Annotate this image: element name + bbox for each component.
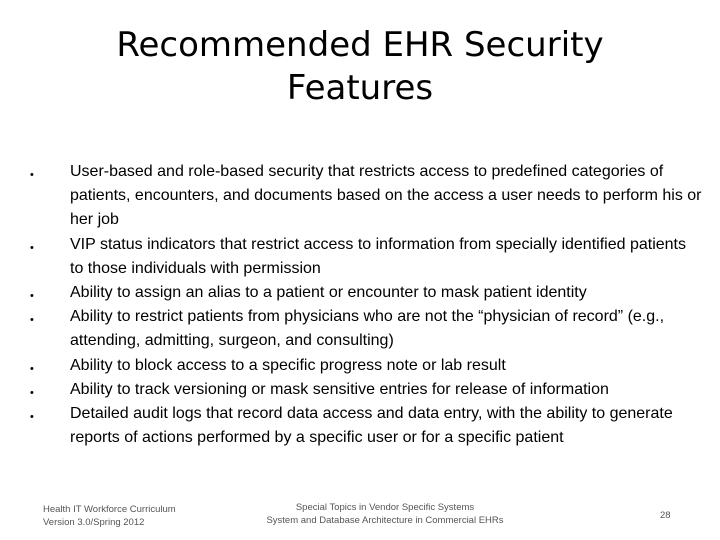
footer-unit-title: System and Database Architecture in Commercial EHRs [266,515,504,526]
slide-title [60,24,660,110]
bullet-text: Ability to restrict patients from physicians who are not the “physician of record” (e.g., attending, admitting, surgeon, and consulting) [70,308,665,350]
bullet-item [22,281,702,305]
footer-course-title: Special Topics in Vendor Specific Systems [295,502,475,513]
page-number: 28 [660,510,671,521]
bullet-icon: • [30,314,34,327]
bullet-icon: • [30,241,34,254]
title-line-1: Recommended EHR Security [116,25,604,65]
bullet-icon: • [30,290,34,303]
footer-version: Version 3.0/Spring 2012 [43,517,145,528]
bullet-item [22,160,702,233]
bullet-text: User-based and role-based security that restricts access to predefined categories of patients, encounters, and documents based on the access a user needs to perform his or her job [70,163,702,229]
bullet-text: Ability to assign an alias to a patient or encounter to mask patient identity [70,284,587,302]
bullet-item [22,354,702,378]
bullet-item [22,402,702,450]
bullet-icon: • [30,411,34,424]
bullet-icon: • [30,386,34,399]
bullet-item [22,305,702,353]
bullet-icon: • [30,362,34,375]
title-line-2: Features [286,68,434,108]
bullet-text: Ability to block access to a specific progress note or lab result [70,356,506,374]
footer-curriculum [43,503,176,529]
bullet-text: VIP status indicators that restrict access to information from specially identified patients to those individuals with permission [70,235,686,277]
footer-curriculum-name: Health IT Workforce Curriculum [43,504,176,515]
bullet-text: Detailed audit logs that record data access and data entry, with the ability to generate reports of actions performed by a specific user or for a specific patient [70,405,673,447]
bullet-item [22,378,702,402]
footer-course [240,501,530,527]
bullet-list [22,160,702,450]
bullet-icon: • [30,169,34,181]
bullet-item [22,233,702,281]
bullet-text: Ability to track versioning or mask sensitive entries for release of information [70,380,609,398]
